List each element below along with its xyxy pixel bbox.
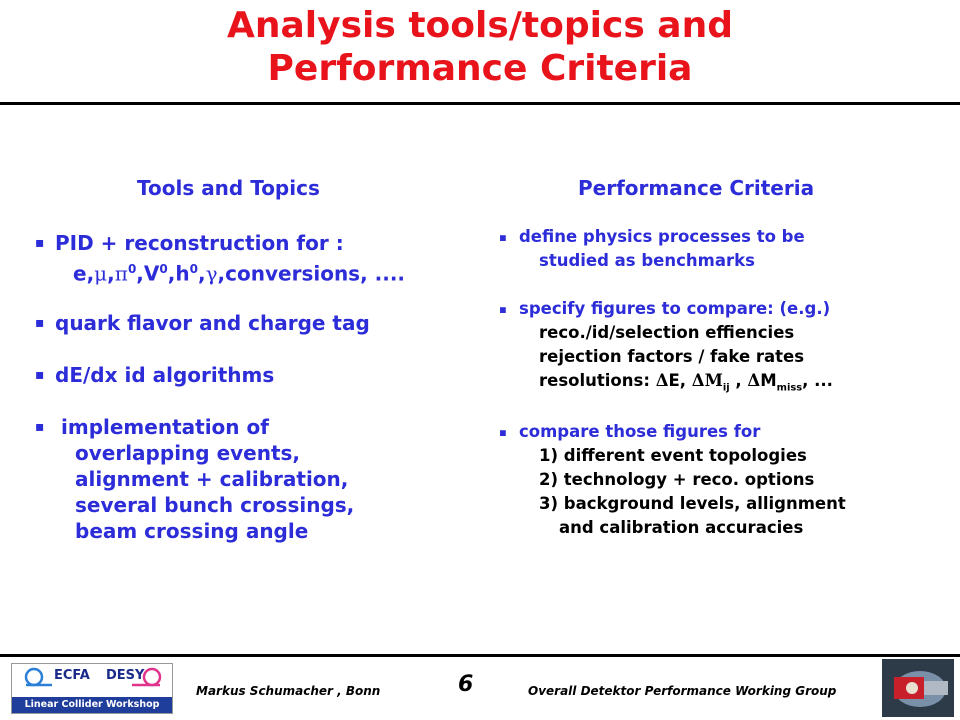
compare-line-3: 2) technology + reco. options [539, 470, 815, 490]
list-item-quark [33, 310, 473, 336]
pid-line-2: $e,\mu,\pi^0,V^0,h^0,\gamma,conversions$, .... [73, 261, 406, 286]
title-line-1: Analysis tools/topics and [227, 5, 733, 46]
compare-line-5: and calibration accuracies [559, 518, 804, 538]
specify-line-1: specify figures to compare: (e.g.) [519, 299, 831, 318]
quark-text: quark flavor and charge tag [55, 310, 370, 335]
list-item-specify [497, 297, 947, 400]
impl-line-2: overlapping events, [75, 440, 301, 465]
performance-criteria-list [497, 225, 947, 540]
compare-line-1: compare those figures for [519, 422, 761, 442]
list-item-pid [33, 230, 473, 287]
impl-line-5: beam crossing angle [75, 518, 309, 543]
compare-line-2: 1) different event topologies [539, 446, 807, 466]
bullet-icon: ▪ [499, 230, 507, 244]
list-item-compare [497, 420, 947, 540]
tools-topics-list [33, 230, 473, 544]
impl-line-3: alignment + calibration, [75, 466, 349, 491]
bullet-icon: ▪ [35, 314, 45, 331]
logo-caption: Linear Collider Workshop [12, 697, 172, 713]
detector-image [882, 659, 954, 717]
bullet-icon: ▪ [499, 425, 507, 440]
bullet-icon: ▪ [499, 302, 507, 316]
dedx-text: dE/dx id algorithms [55, 362, 275, 387]
define-line-2: studied as benchmarks [539, 251, 755, 270]
detector-graphic-icon [882, 659, 954, 717]
right-column-heading: Performance Criteria [578, 176, 815, 200]
bullet-icon: ▪ [35, 418, 45, 435]
bullet-icon: ▪ [35, 366, 45, 383]
logo-ecfa-text: ECFA [54, 668, 90, 683]
logo-desy-text: DESY [106, 668, 145, 683]
left-column-heading: Tools and Topics [137, 176, 320, 200]
title-divider [0, 102, 960, 105]
ecfa-desy-logo [11, 663, 173, 714]
logo-loops-icon [12, 664, 172, 698]
list-item-dedx [33, 362, 473, 388]
compare-line-4: 3) background levels, allignment [539, 494, 846, 514]
impl-line-1: implementation of [61, 414, 269, 439]
resolutions-line: resolutions: ΔE, $\Delta M_{ij}$ , $\Delta M_{miss}$, ... [539, 371, 833, 394]
slide-title [0, 4, 960, 90]
pid-line-1: PID + reconstruction for : [55, 231, 344, 255]
define-line-1: define physics processes to be [519, 227, 805, 246]
list-item-define [497, 225, 947, 273]
bullet-icon: ▪ [35, 235, 45, 251]
footer-group: Overall Detektor Performance Working Group [528, 684, 837, 698]
footer-divider [0, 654, 960, 657]
list-item-implementation [33, 414, 473, 544]
impl-line-4: several bunch crossings, [75, 492, 355, 517]
title-line-2: Performance Criteria [267, 48, 693, 89]
specify-line-3: rejection factors / fake rates [539, 347, 805, 366]
page-number: 6 [458, 672, 474, 697]
specify-line-2: reco./id/selection effiencies [539, 323, 795, 342]
footer-author: Markus Schumacher , Bonn [196, 684, 381, 698]
